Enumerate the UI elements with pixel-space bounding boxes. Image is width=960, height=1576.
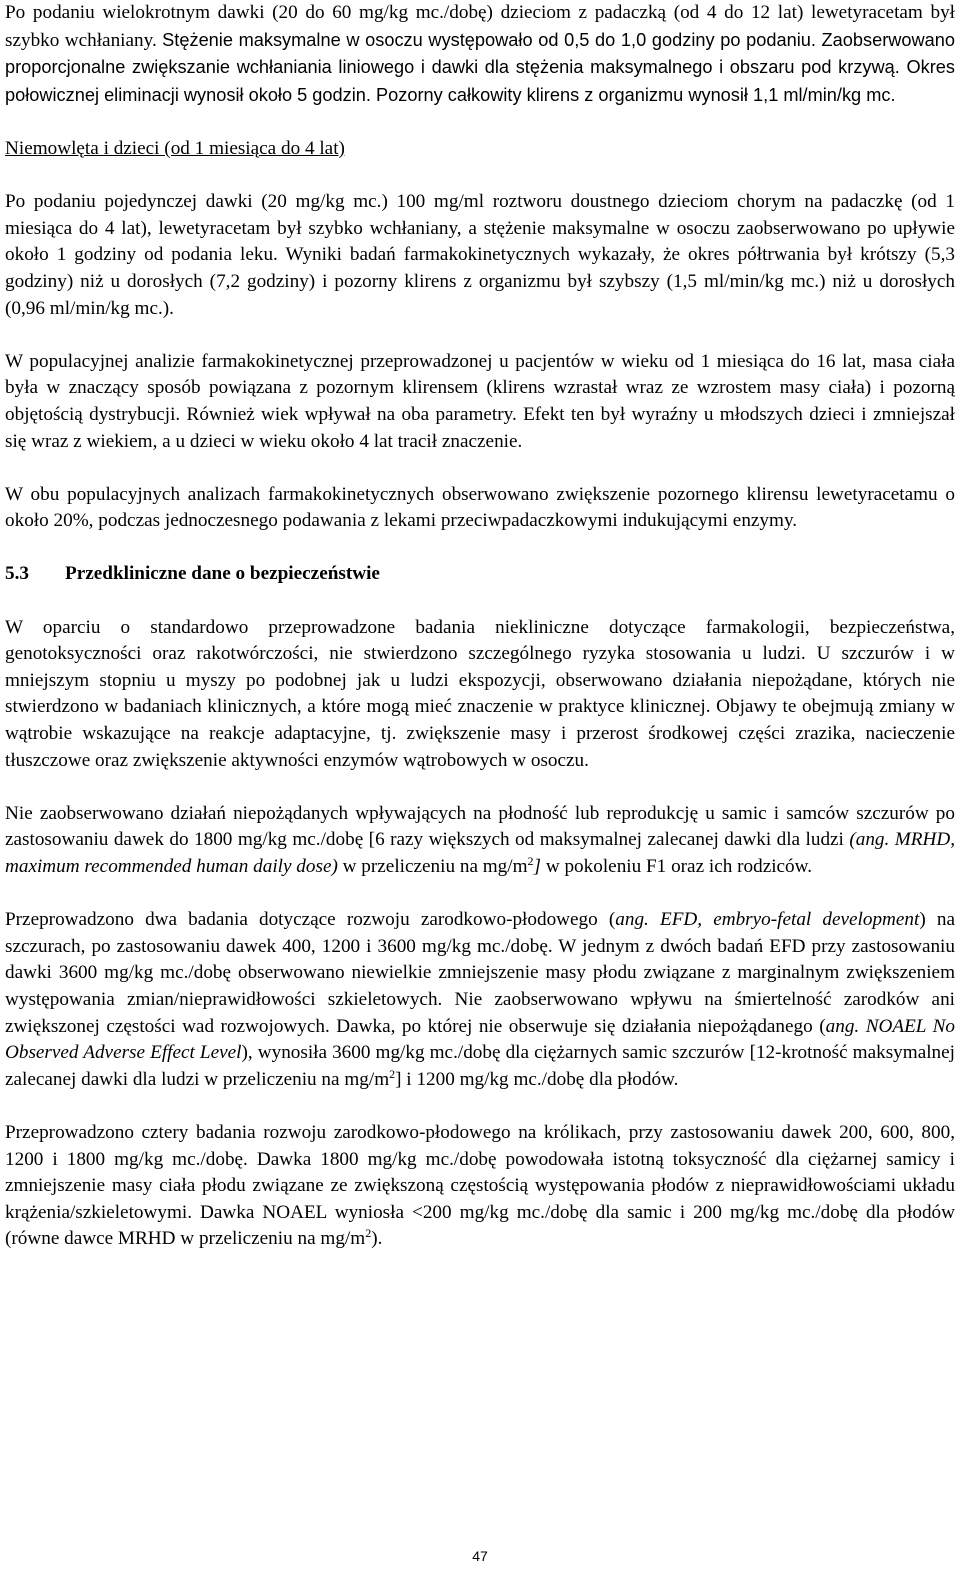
paragraph-preclinical-safety: W oparciu o standardowo przeprowadzone badania niekliniczne dotyczące farmakologii, bezpieczeństwa, genotoksyczności oraz rakotwórczości, nie stwierdzono szczególnego ryzyka stosowania u ludzi. U szczurów i w mniejszym stopniu u myszy po podobnej jak u ludzi ekspozycji, obserwowano działania niepożądane, których nie stwierdzono w badaniach klinicznych, a które mogą mieć znaczenie w praktyce klinicznej. Objawy te obejmują zmiany w wątrobie wskazujące na reakcje adaptacyjne, tj. zwiększenie masy i przerost środkowej części zrazika, nacieczenie tłuszczowe oraz zwiększenie aktywności enzymów wątrobowych w osoczu. — [5, 616, 955, 771]
superscript: 2 — [389, 1066, 396, 1081]
text-run-italic: ang. NOAEL No Observed Adverse Effect Level — [5, 1015, 956, 1064]
paragraph-pediatric-multiple-dose — [5, 0, 955, 109]
text-run-italic: (ang. MRHD, maximum recommended human daily dose) — [5, 829, 956, 877]
section-title: Przedkliniczne dane o bezpieczeństwie — [65, 563, 380, 585]
text-run: 100 mg/ml roztworu doustnego dzieciom chorym na padaczkę (od 1 miesiąca do 4 lat), lewetyracetam był szybko wchłaniany, a stężenie maksymalne w osoczu zaobserwowano po upływie około 1 godziny od podania leku. Wyniki badań farmakokinetycznych wykazały, że okres półtrwania był krótszy (5,3 godziny) niż u dorosłych (7,2 godziny) i pozorny klirens z organizmu był szybszy (1,5 ml/min/kg mc.) niż u dorosłych (0,96 ml/min/kg mc.). — [5, 191, 955, 319]
paragraph-population-analysis: W populacyjnej analizie farmakokinetycznej przeprowadzonej u pacjentów w wieku od 1 miesiąca do 16 lat, masa ciała była w znaczący sposób powiązana z pozornym klirensem (klirens wzrastał wraz ze wzrostem masy ciała) i pozorną objętością dystrybucji. Również wiek wpływał na oba parametry. Efekt ten był wyraźny u młodszych dzieci i zmniejszał się wraz z wiekiem, a u dzieci w wieku około 4 lat tracił znaczenie. — [5, 350, 955, 452]
paragraph-efd-rats — [5, 907, 955, 1093]
text-run: ) na szczurach, po zastosowaniu dawek 400, 1200 i 3600 mg/kg mc./dobę. W jednym z dwóch badań EFD przy zastosowaniu dawki 3600 mg/kg mc./dobę obserwowano niewielkie zmniejszenie masy płodu związane z marginalnym zwiększeniem występowania zmian/nieprawidłowości szkieletowych. Nie zaobserwowano wpływu na śmiertelność zarodków ani zwiększonej częstości wad rozwojowych. Dawka, po której nie obserwuje się działania niepożądanego ( — [5, 909, 955, 1037]
text-run: w przeliczeniu na mg/m — [337, 856, 528, 877]
text-run: ), wynosiła 3600 mg/kg mc./dobę dla ciężarnych samic szczurów [12-krotność maksymalnej zalecanej dawki dla ludzi w przeliczeniu na mg/m — [5, 1042, 955, 1090]
text-run: Stężenie maksymalne w osoczu występowało od 0,5 do 1,0 godziny po podaniu. Zaobserwowano proporcjonalne zwiększanie wchłaniania liniowego i dawki dla stężenia maksymalnego i obszaru pod krzywą. Okres połowicznej eliminacji wynosił około 5 godzin. Pozorny całkowity klirens z organizmu wynosił 1,1 ml/min/kg mc. — [5, 29, 956, 105]
text-run: Nie zaobserwowano działań niepożądanych wpływających na płodność lub reprodukcję u samic i samców szczurów po zastosowaniu dawek do 1800 mg/kg mc./dobę [6 razy większych od maksymalnej zalecanej dawki dla ludzi — [5, 802, 955, 851]
section-heading — [5, 561, 955, 588]
text-run-italic: ] — [533, 856, 542, 877]
superscript: 2 — [527, 854, 534, 868]
text-run: Przeprowadzono cztery badania rozwoju zarodkowo-płodowego na królikach, przy zastosowaniu dawek 200, 600, 800, 1200 i 1800 mg/kg mc./dobę. Dawka 1800 mg/kg mc./dobę powodowała istotną toksyczność dla ciężarnej samicy i zmniejszenie masy ciała płodu związane ze zwiększoną częstością występowania płodów z nieprawidłowościami układu krążenia/szkieletowymi. Dawka NOAEL wyniosła <200 mg/kg mc./dobę dla samic i 200 mg/kg mc./dobę dla płodów (równe dawce MRHD w przeliczeniu na mg/m — [5, 1121, 955, 1250]
text-run: w pokoleniu F1 oraz ich rodziców. — [541, 856, 813, 877]
text-run: ). — [371, 1228, 383, 1250]
text-run: Po podaniu wielokrotnym dawki (20 do 60 mg/kg mc./dobę) dzieciom z padaczką (od 4 do 12 lat) lewetyracetam był szybko wchłaniany. — [5, 2, 955, 51]
text-run: Po podaniu pojedynczej dawki (20 mg/kg mc.) — [5, 191, 388, 213]
paragraph-fertility — [5, 801, 955, 881]
paragraph-efd-rabbits — [5, 1120, 955, 1253]
page-number: 47 — [472, 1548, 488, 1564]
text-run: ] i 1200 mg/kg mc./dobę dla płodów. — [395, 1068, 679, 1090]
paragraph-enzyme-inducers: W obu populacyjnych analizach farmakokinetycznych obserwowano zwiększenie pozornego klirensu lewetyracetamu o około 20%, podczas jednoczesnego podawania z lekami przeciwpadaczkowymi indukującymi enzymy. — [5, 483, 955, 532]
document-page — [5, 0, 955, 1253]
text-run-italic: ang. EFD, embryo-fetal development — [615, 909, 920, 931]
section-number: 5.3 — [5, 563, 29, 585]
paragraph-single-dose — [5, 189, 955, 322]
text-run: Przeprowadzono dwa badania dotyczące rozwoju zarodkowo-płodowego ( — [5, 909, 616, 931]
superscript: 2 — [365, 1226, 372, 1241]
subheading-infants-children: Niemowlęta i dzieci (od 1 miesiąca do 4 lat) — [5, 137, 345, 159]
